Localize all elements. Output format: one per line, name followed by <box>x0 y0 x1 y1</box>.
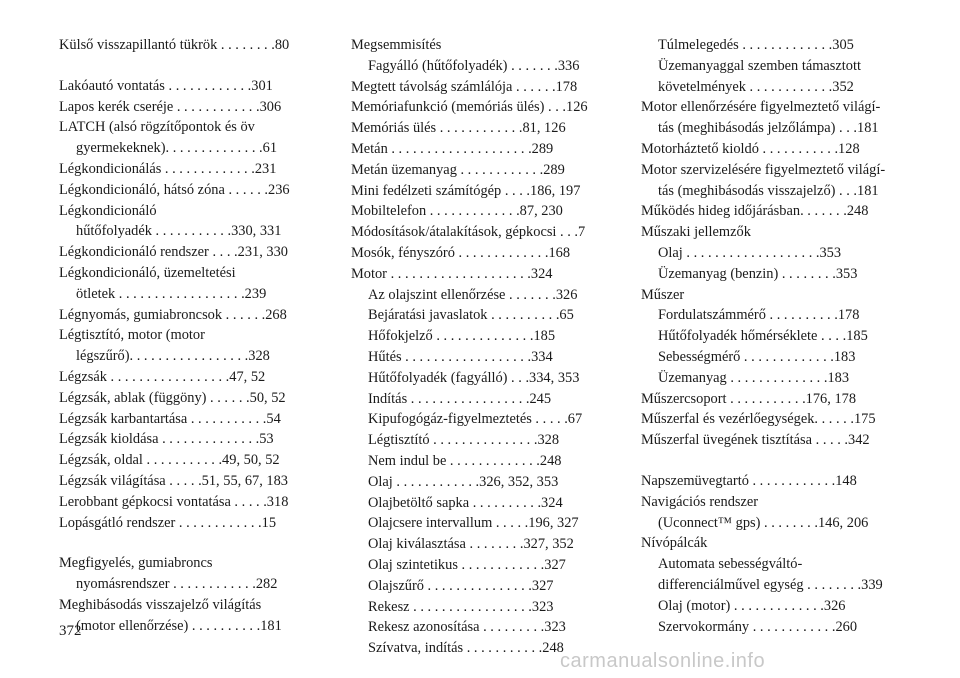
index-entry <box>641 492 893 534</box>
index-entry-line: Műszerfal és vezérlőegységek. . . . . .175 <box>641 411 876 428</box>
index-entry <box>351 97 603 118</box>
index-entry <box>59 553 311 595</box>
index-entry <box>59 263 311 305</box>
index-entry-line: Automata sebességváltó- <box>658 556 803 573</box>
index-entry <box>641 201 893 222</box>
index-entry-line: Működés hideg időjárásban. . . . . . .248 <box>641 203 869 220</box>
index-column-3 <box>641 35 893 637</box>
index-entry <box>59 325 311 367</box>
index-entry-line: Hűtőfolyadék hőmérséklete . . . .185 <box>658 328 868 345</box>
index-entry <box>59 513 311 534</box>
index-entry-continuation: differenciálművel egység . . . . . . . .339 <box>658 576 883 593</box>
index-entry-continuation: hűtőfolyadék . . . . . . . . . . .330, 331 <box>76 223 282 240</box>
index-entry <box>351 368 603 389</box>
letter-group-gap <box>59 533 311 553</box>
index-entry-continuation: gyermekeknek). . . . . . . . . . . . . .61 <box>76 140 278 157</box>
index-entry <box>351 409 603 430</box>
index-entry-line: Metán . . . . . . . . . . . . . . . . . . . .289 <box>351 140 554 157</box>
index-entry-continuation: követelmények . . . . . . . . . . . .352 <box>658 78 854 95</box>
index-entry-line: Üzemanyag . . . . . . . . . . . . . .183 <box>658 369 850 386</box>
index-entry-continuation: nyomásrendszer . . . . . . . . . . . .282 <box>76 576 278 593</box>
index-entry <box>59 117 311 159</box>
index-entry-line: Mobiltelefon . . . . . . . . . . . . .87, 230 <box>351 203 563 220</box>
index-entry-line: Légzsák, oldal . . . . . . . . . . .49, 50, 52 <box>59 452 280 469</box>
index-entry <box>59 450 311 471</box>
index-entry-line: Légzsák kioldása . . . . . . . . . . . . . .53 <box>59 431 274 448</box>
index-entry <box>641 554 893 596</box>
index-entry-continuation: (Uconnect™ gps) . . . . . . . .146, 206 <box>658 514 869 531</box>
index-entry <box>351 347 603 368</box>
watermark-text: carmanualsonline.info <box>560 650 766 672</box>
index-entry-line: Hőfokjelző . . . . . . . . . . . . . .185 <box>368 328 556 345</box>
index-entry <box>351 472 603 493</box>
index-entry <box>59 492 311 513</box>
index-entry-line: Motor ellenőrzésére figyelmeztető világí- <box>641 99 881 116</box>
index-entry <box>59 305 311 326</box>
index-entry <box>641 222 893 243</box>
letter-group-gap <box>641 451 893 471</box>
index-entry <box>641 471 893 492</box>
index-entry <box>641 617 893 638</box>
index-entry-line: Motorháztető kioldó . . . . . . . . . . .128 <box>641 140 860 157</box>
letter-group-gap <box>59 56 311 76</box>
index-entry <box>59 159 311 180</box>
index-entry-line: Fordulatszámmérő . . . . . . . . . .178 <box>658 307 860 324</box>
index-entry-line: Sebességmérő . . . . . . . . . . . . .183 <box>658 348 856 365</box>
index-entry-line: Nívópálcák <box>641 535 708 552</box>
index-entry-line: Műszaki jellemzők <box>641 224 751 241</box>
index-entry <box>351 555 603 576</box>
index-entry-line: Üzemanyag (benzin) . . . . . . . .353 <box>658 265 858 282</box>
index-entry-line: Olajszűrő . . . . . . . . . . . . . . .327 <box>368 577 554 594</box>
index-entry-line: Olajbetöltő sapka . . . . . . . . . .324 <box>368 494 563 511</box>
index-column-1 <box>59 35 311 637</box>
index-entry <box>641 305 893 326</box>
index-entry-line: Olaj . . . . . . . . . . . . . . . . . . .353 <box>658 244 842 261</box>
index-entry <box>351 160 603 181</box>
index-entry <box>351 493 603 514</box>
index-entry-line: Légzsák . . . . . . . . . . . . . . . . .47, 52 <box>59 368 266 385</box>
index-entry <box>59 76 311 97</box>
index-entry-line: Motor szervizelésére figyelmeztető világí- <box>641 161 886 178</box>
index-entry <box>641 56 893 98</box>
index-entry-line: Légtisztító, motor (motor <box>59 327 205 344</box>
index-entry-line: Mosók, fényszóró . . . . . . . . . . . . .168 <box>351 244 571 261</box>
index-entry-line: Légnyomás, gumiabroncsok . . . . . .268 <box>59 306 287 323</box>
index-entry <box>641 596 893 617</box>
index-entry-line: Lerobbant gépkocsi vontatása . . . . .318 <box>59 493 289 510</box>
index-entry <box>641 326 893 347</box>
index-entry-line: Meghibásodás visszajelző világítás <box>59 596 262 613</box>
index-entry-line: Túlmelegedés . . . . . . . . . . . . .305 <box>658 37 854 53</box>
index-entry <box>351 139 603 160</box>
index-entry-line: Navigációs rendszer <box>641 493 759 510</box>
index-entry-line: Megfigyelés, gumiabroncs <box>59 555 213 572</box>
index-entry <box>351 597 603 618</box>
index-entry-line: Hűtés . . . . . . . . . . . . . . . . . .334 <box>368 348 553 365</box>
index-entry <box>351 35 603 77</box>
index-entry <box>59 367 311 388</box>
index-entry <box>351 201 603 222</box>
index-entry-continuation: (motor ellenőrzése) . . . . . . . . . .181 <box>76 617 282 634</box>
index-entry <box>641 368 893 389</box>
index-entry-line: Memóriafunkció (memóriás ülés) . . .126 <box>351 99 588 116</box>
index-entry <box>351 534 603 555</box>
index-entry-line: LATCH (alsó rögzítőpontok és öv <box>59 119 255 136</box>
index-entry-line: Lopásgátló rendszer . . . . . . . . . . . .15 <box>59 514 277 531</box>
index-entry <box>351 389 603 410</box>
index-entry-line: Olajcsere intervallum . . . . .196, 327 <box>368 515 579 532</box>
index-entry <box>351 181 603 202</box>
index-entry <box>641 160 893 202</box>
index-entry <box>641 243 893 264</box>
index-entry-line: Módosítások/átalakítások, gépkocsi . . .7 <box>351 224 586 241</box>
index-entry-line: Megsemmisítés <box>351 37 442 53</box>
index-entry-line: Motor . . . . . . . . . . . . . . . . . . . .324 <box>351 265 553 282</box>
index-entry-line: Olaj kiválasztása . . . . . . . .327, 352 <box>368 536 574 553</box>
index-entry-line: Lapos kerék cseréje . . . . . . . . . . . .306 <box>59 98 282 115</box>
index-entry <box>351 243 603 264</box>
index-entry <box>351 305 603 326</box>
index-entry <box>641 97 893 139</box>
index-entry-line: Kipufogógáz-figyelmeztetés . . . . .67 <box>368 411 583 428</box>
index-entry <box>351 264 603 285</box>
index-entry <box>59 35 311 56</box>
index-entry-line: Az olajszint ellenőrzése . . . . . . .326 <box>368 286 578 303</box>
index-entry <box>351 326 603 347</box>
index-entry <box>641 347 893 368</box>
index-entry-continuation: Fagyálló (hűtőfolyadék) . . . . . . .336 <box>368 57 580 74</box>
index-entry-line: Olaj . . . . . . . . . . . .326, 352, 353 <box>368 473 559 490</box>
index-entry-line: Hűtőfolyadék (fagyálló) . . .334, 353 <box>368 369 580 386</box>
index-entry <box>59 97 311 118</box>
page-number: 372 <box>59 623 82 639</box>
index-entry <box>641 430 893 451</box>
index-entry <box>641 285 893 306</box>
index-entry-line: Bejáratási javaslatok . . . . . . . . . .65 <box>368 307 574 324</box>
index-entry <box>641 533 893 554</box>
index-entry-line: Légkondicionáló, hátsó zóna . . . . . .236 <box>59 181 290 198</box>
index-entry-continuation: ötletek . . . . . . . . . . . . . . . . . .239 <box>76 285 267 302</box>
index-entry-line: Üzemanyaggal szemben támasztott <box>658 57 861 74</box>
index-entry <box>351 118 603 139</box>
index-entry-line: Külső visszapillantó tükrök . . . . . . . .80 <box>59 37 290 53</box>
index-entry-line: Olaj (motor) . . . . . . . . . . . . .326 <box>658 597 846 614</box>
index-column-2 <box>351 35 603 659</box>
index-entry-line: Rekesz . . . . . . . . . . . . . . . . .323 <box>368 598 554 615</box>
index-entry-line: Műszerfal üvegének tisztítása . . . . .342 <box>641 432 870 449</box>
index-entry-line: Nem indul be . . . . . . . . . . . . .248 <box>368 452 562 469</box>
index-entry <box>351 617 603 638</box>
index-entry <box>59 429 311 450</box>
index-entry-line: Műszercsoport . . . . . . . . . . .176, 178 <box>641 390 857 407</box>
index-entry-line: Szívatva, indítás . . . . . . . . . . .248 <box>368 640 564 657</box>
index-entry <box>59 409 311 430</box>
index-entry <box>351 513 603 534</box>
index-entry <box>59 242 311 263</box>
index-entry-line: Indítás . . . . . . . . . . . . . . . . .245 <box>368 390 552 407</box>
index-entry-line: Megtett távolság számlálója . . . . . .178 <box>351 78 578 95</box>
index-entry <box>641 264 893 285</box>
index-entry-continuation: tás (meghibásodás jelzőlámpa) . . .181 <box>658 120 879 137</box>
index-entry-line: Légkondicionáló rendszer . . . .231, 330 <box>59 244 288 261</box>
index-entry <box>59 201 311 243</box>
index-entry <box>641 139 893 160</box>
index-entry-line: Műszer <box>641 286 685 303</box>
index-entry-line: Légkondicionáló, üzemeltetési <box>59 264 236 281</box>
index-entry <box>641 409 893 430</box>
index-entry <box>351 430 603 451</box>
index-entry-line: Szervokormány . . . . . . . . . . . .260 <box>658 618 858 635</box>
index-entry-continuation: tás (meghibásodás visszajelző) . . .181 <box>658 182 879 199</box>
index-entry-line: Légkondicionálás . . . . . . . . . . . . .231 <box>59 160 277 177</box>
index-entry-continuation: légszűrő). . . . . . . . . . . . . . . . .328 <box>76 348 270 365</box>
index-entry-line: Metán üzemanyag . . . . . . . . . . . .289 <box>351 161 565 178</box>
index-entry <box>351 77 603 98</box>
index-entry <box>59 388 311 409</box>
index-entry-line: Rekesz azonosítása . . . . . . . . .323 <box>368 619 566 636</box>
index-entry <box>351 576 603 597</box>
index-entry-line: Légkondicionáló <box>59 202 157 219</box>
index-entry-line: Napszemüvegtartó . . . . . . . . . . . .148 <box>641 472 857 489</box>
index-entry <box>59 180 311 201</box>
index-entry <box>641 35 893 56</box>
index-entry <box>641 389 893 410</box>
index-entry <box>351 285 603 306</box>
index-entry-line: Légtisztító . . . . . . . . . . . . . . .328 <box>368 432 560 449</box>
index-entry-line: Mini fedélzeti számítógép . . . .186, 197 <box>351 182 581 199</box>
index-entry-line: Olaj szintetikus . . . . . . . . . . . .327 <box>368 556 566 573</box>
index-entry-line: Légzsák világítása . . . . .51, 55, 67, 183 <box>59 472 289 489</box>
index-entry <box>351 222 603 243</box>
index-entry <box>351 451 603 472</box>
index-entry-line: Légzsák, ablak (függöny) . . . . . .50, 52 <box>59 389 286 406</box>
index-entry-line: Memóriás ülés . . . . . . . . . . . .81, 126 <box>351 120 566 137</box>
index-entry <box>59 471 311 492</box>
index-entry-line: Légzsák karbantartása . . . . . . . . . . .54 <box>59 410 281 427</box>
index-entry <box>59 595 311 637</box>
index-entry-line: Lakóautó vontatás . . . . . . . . . . . .301 <box>59 77 273 94</box>
